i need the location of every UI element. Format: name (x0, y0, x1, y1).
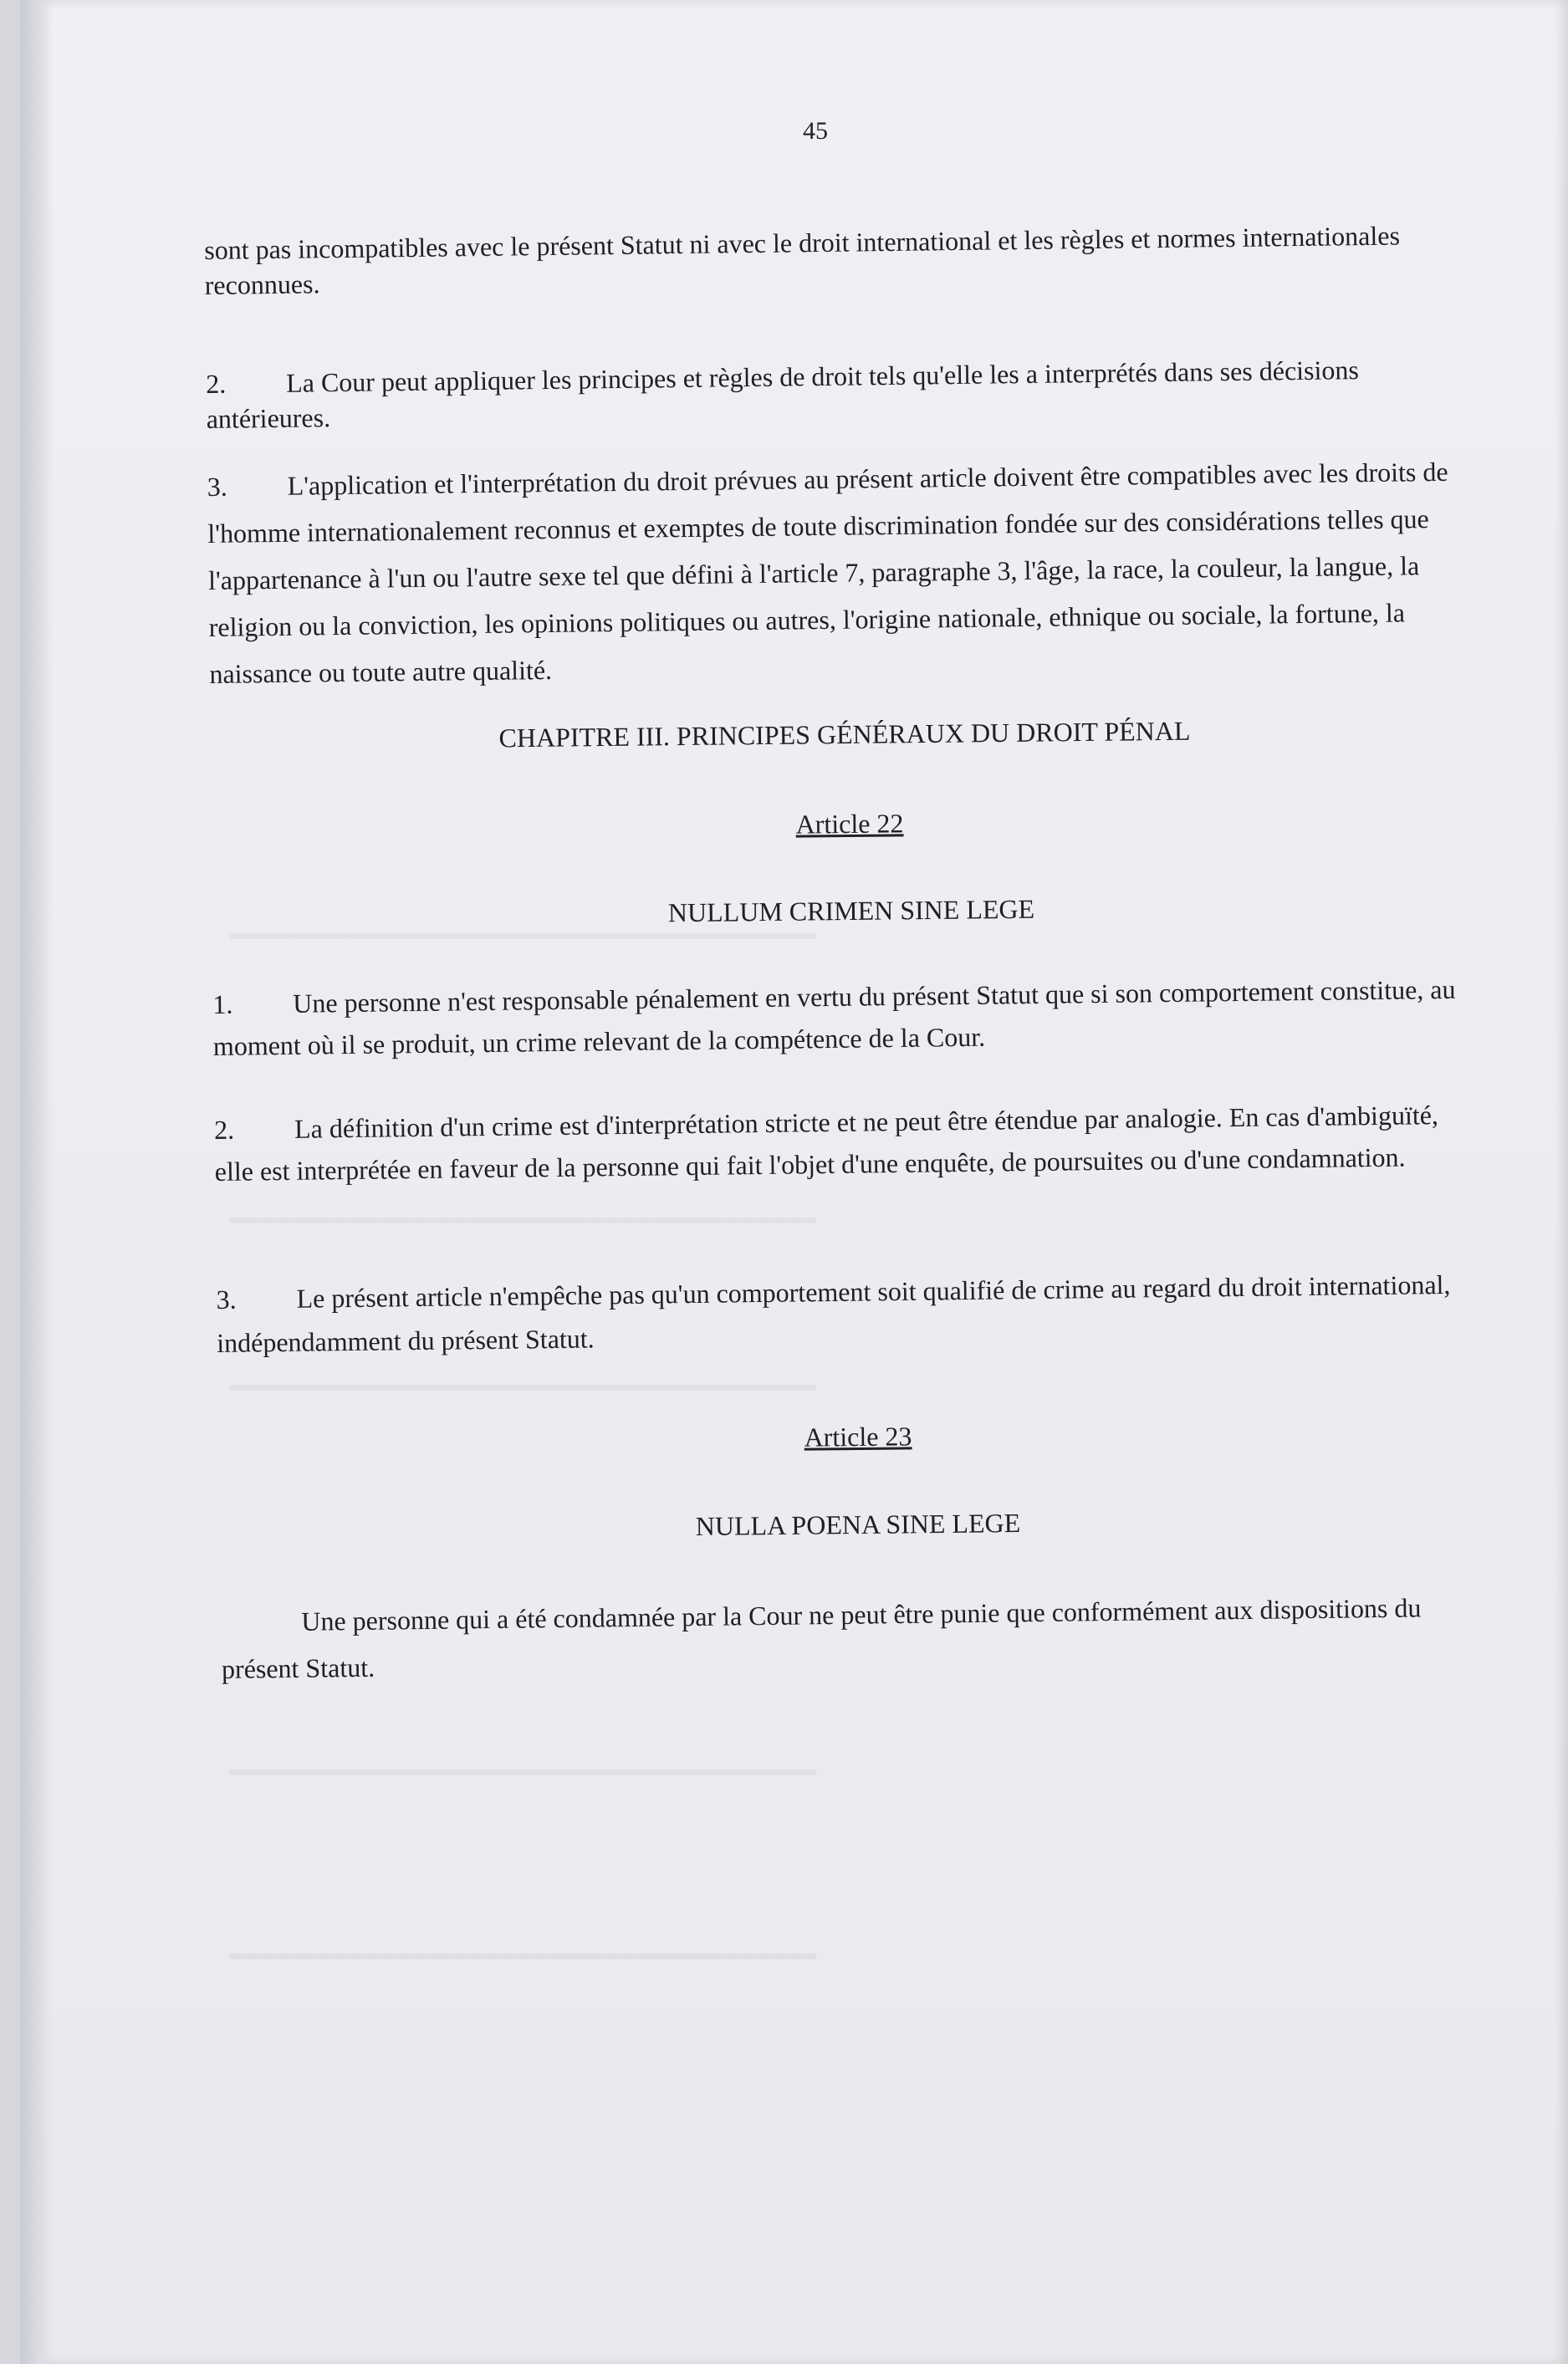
article-22-paragraph-3 (216, 1263, 1471, 1365)
paragraph-3 (207, 448, 1463, 697)
paragraph-number: 3. (207, 471, 227, 502)
article-22-paragraph-2 (214, 1094, 1469, 1192)
show-through-text: ▬▬▬▬▬▬▬▬▬▬▬▬▬▬▬▬▬▬▬▬▬▬▬▬▬▬▬▬▬▬▬▬▬▬▬▬▬▬▬ (229, 920, 817, 948)
paragraph-text: La définition d'un crime est d'interprétation stricte et ne peut être étendue par analogie. En cas d'ambiguïté, elle est interprétée en faveur de la personne qui fait l'objet d'une enquête, de poursuites ou d'une condamnation. (214, 1100, 1439, 1187)
article-23-label: Article 23 (804, 1421, 912, 1453)
article-22-label: Article 22 (795, 808, 904, 840)
article-23-title: NULLA POENA SINE LEGE (695, 1507, 1021, 1542)
show-through-text: ▬▬▬▬▬▬▬▬▬▬▬▬▬▬▬▬▬▬▬▬▬▬▬▬▬▬▬▬▬▬▬▬▬▬▬▬▬▬▬ (229, 1204, 817, 1233)
paragraph-number: 3. (216, 1284, 237, 1315)
paragraph-number: 1. (212, 988, 233, 1019)
show-through-text: ▬▬▬▬▬▬▬▬▬▬▬▬▬▬▬▬▬▬▬▬▬▬▬▬▬▬▬▬▬▬▬▬▬▬▬▬▬▬▬ (229, 1756, 817, 1784)
paragraph-text: La Cour peut appliquer les principes et règles de droit tels qu'elle les a interprétés dans ses décisions antérieures. (206, 355, 1360, 434)
paragraph-number: 2. (205, 368, 227, 399)
chapter-title: CHAPITRE III. PRINCIPES GÉNÉRAUX DU DROIT PÉNAL (498, 715, 1191, 753)
paragraph-number: 2. (213, 1114, 235, 1145)
show-through-text: ▬▬▬▬▬▬▬▬▬▬▬▬▬▬▬▬▬▬▬▬▬▬▬▬▬▬▬▬▬▬▬▬▬▬▬▬▬▬▬ (229, 1940, 817, 1968)
article-22-paragraph-1 (212, 968, 1518, 1067)
article-22-title: NULLUM CRIMEN SINE LEGE (667, 893, 1035, 928)
continued-paragraph: sont pas incompatibles avec le présent Statut ni avec le droit international et les règles et normes internationales reconnues. (204, 220, 1401, 300)
page-number: 45 (803, 117, 828, 145)
page-edge-shadow (20, 0, 54, 2364)
show-through-text: ▬▬▬▬▬▬▬▬▬▬▬▬▬▬▬▬▬▬▬▬▬▬▬▬▬▬▬▬▬▬▬▬▬▬▬▬▬▬▬ (229, 1371, 817, 1400)
paragraph-text: L'application et l'interprétation du droit prévues au présent article doivent être compatibles avec les droits de l'homme internationalement reconnus et exemptes de toute discrimination fondée sur des considérations telles que l'appartenance à l'un ou l'autre sexe tel que défini à l'article 7, paragraphe 3, l'âge, la race, la couleur, la langue, la religion ou la conviction, les opinions politiques ou autres, l'origine nationale, ethnique ou sociale, la fortune, la naissance ou toute autre qualité. (207, 456, 1448, 689)
paragraph-text: Une personne n'est responsable pénalement en vertu du présent Statut que si son comportement constitue, au moment où il se produit, un crime relevant de la compétence de la Cour. (212, 973, 1456, 1061)
paragraph-text: Le présent article n'empêche pas qu'un comportement soit qualifié de crime au regard du droit international, indépendamment du présent Statut. (217, 1269, 1451, 1358)
article-23-paragraph-1: Une personne qui a été condamnée par la Cour ne peut être punie que conformément aux dispositions du présent Statut. (221, 1592, 1422, 1684)
